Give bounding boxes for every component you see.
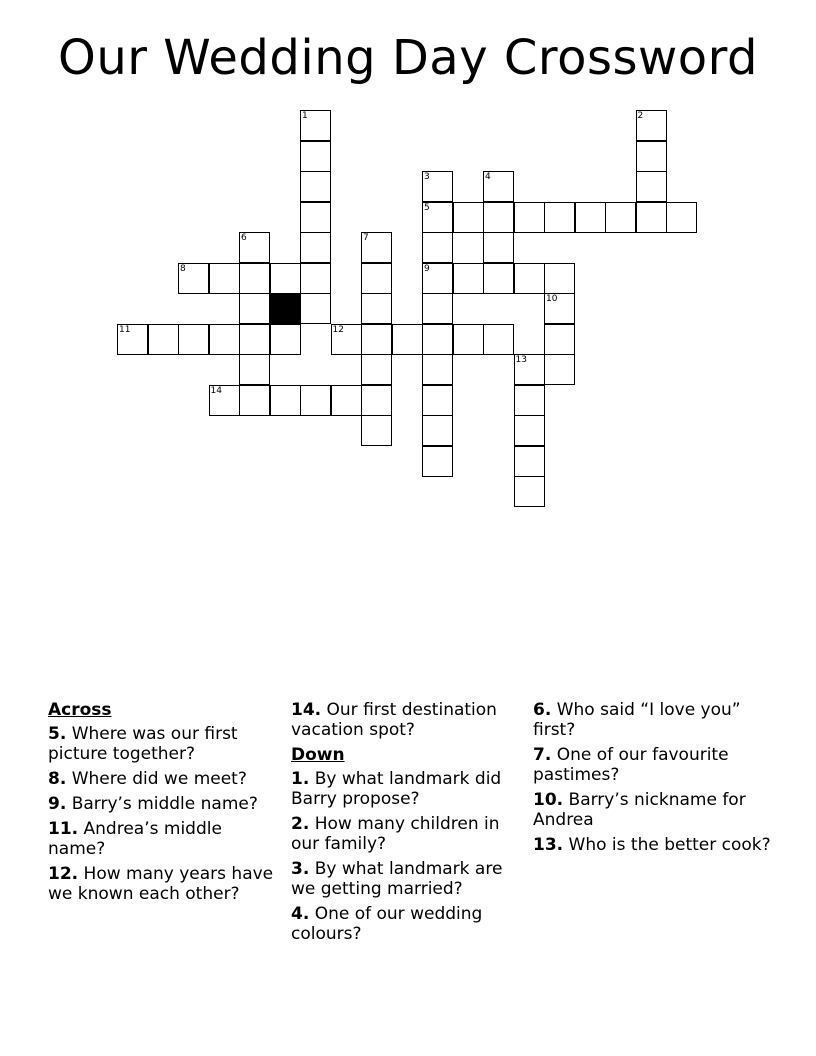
grid-cell[interactable] [544,263,575,294]
grid-cell[interactable] [575,202,606,233]
across-clue [48,864,278,904]
clue-label: 6. [533,700,552,720]
down-clue [533,835,773,855]
grid-cell[interactable] [270,324,301,355]
grid-cell[interactable] [483,263,514,294]
grid-cell[interactable] [453,263,484,294]
clue-text: By what landmark did Barry propose? [291,769,502,809]
grid-cell[interactable] [483,324,514,355]
clue-label: 12. [48,864,79,884]
clue-number: 6 [241,233,247,243]
grid-cell[interactable] [239,232,270,263]
clue-text: Who said “I love you” first? [533,700,741,740]
grid-cell[interactable] [300,171,331,202]
across-clue [48,724,278,764]
grid-cell[interactable] [453,324,484,355]
clue-text: One of our wedding colours? [291,904,483,944]
clue-label: 7. [533,745,552,765]
clue-label: 11. [48,819,79,839]
grid-cell[interactable] [483,202,514,233]
clue-column-1 [48,700,278,909]
grid-cell[interactable] [544,293,575,324]
down-clue [291,769,521,809]
grid-cell[interactable] [453,202,484,233]
grid-cell[interactable] [239,354,270,385]
grid-cell[interactable] [422,324,453,355]
grid-cell[interactable] [605,202,636,233]
grid-cell[interactable] [178,263,209,294]
clue-label: 8. [48,769,67,789]
clue-label: 9. [48,794,67,814]
grid-cell[interactable] [514,385,545,416]
grid-cell[interactable] [270,263,301,294]
grid-cell[interactable] [422,263,453,294]
grid-cell[interactable] [239,263,270,294]
clue-label: 13. [533,835,564,855]
grid-cell[interactable] [422,385,453,416]
clue-number: 13 [515,355,527,365]
clue-number: 9 [424,263,430,274]
across-heading: Across [48,700,112,720]
grid-cell[interactable] [544,202,575,233]
clue-number: 10 [546,294,558,304]
clue-text: One of our favourite pastimes? [533,745,729,785]
clue-text: Andrea’s middle name? [48,819,222,859]
clue-number: 5 [424,202,430,213]
grid-cell[interactable] [361,415,392,446]
clue-label: 2. [291,814,310,834]
grid-cell[interactable] [300,232,331,263]
grid-cell[interactable] [361,232,392,263]
across-clue [48,794,278,814]
grid-cell[interactable] [422,446,453,477]
clue-label: 3. [291,859,310,879]
grid-cell[interactable] [239,324,270,355]
clue-label: 5. [48,724,67,744]
grid-cell[interactable] [514,263,545,294]
grid-cell[interactable] [392,324,423,355]
clue-column-3 [533,700,773,860]
grid-cell[interactable] [422,202,453,233]
clue-column-2 [291,700,521,949]
grid-cell[interactable] [514,476,545,507]
grid-cell[interactable] [636,202,667,233]
clue-number: 2 [637,111,644,121]
clue-text: How many years have we known each other? [48,864,274,904]
clue-text: Barry’s nickname for Andrea [533,790,746,830]
grid-cell[interactable] [636,171,667,202]
clue-text: By what landmark are we getting married? [291,859,503,899]
grid-cell[interactable] [666,202,697,233]
grid-cell[interactable] [422,354,453,385]
grid-cell[interactable] [636,141,667,172]
clue-number: 8 [180,263,186,274]
clue-text: Where was our first picture together? [48,724,238,764]
down-clue [291,904,521,944]
grid-cell[interactable] [209,324,240,355]
clue-number: 7 [363,233,369,243]
grid-cell[interactable] [178,324,209,355]
grid-cell[interactable] [300,110,331,141]
grid-cell[interactable] [422,415,453,446]
grid-cell[interactable] [636,110,667,141]
clue-label: 4. [291,904,310,924]
grid-cell[interactable] [239,385,270,416]
clue-label: 14. [291,700,322,720]
grid-block [270,293,301,324]
grid-cell[interactable] [300,293,331,324]
grid-cell[interactable] [514,354,545,385]
clue-label: 10. [533,790,564,810]
grid-cell[interactable] [514,446,545,477]
grid-cell[interactable] [483,171,514,202]
down-clue [291,859,521,899]
clue-text: How many children in our family? [291,814,500,854]
grid-cell[interactable] [300,263,331,294]
grid-cell[interactable] [422,171,453,202]
down-clue [533,745,773,785]
clue-number: 11 [119,324,131,335]
across-clue [48,769,278,789]
across-clue [291,700,521,740]
down-clue [533,790,773,830]
clue-number: 12 [332,324,344,335]
down-clue [533,700,773,740]
grid-cell[interactable] [117,324,148,355]
grid-cell[interactable] [361,263,392,294]
grid-cell[interactable] [422,293,453,324]
grid-cell[interactable] [514,415,545,446]
grid-cell[interactable] [300,202,331,233]
grid-cell[interactable] [483,232,514,263]
clue-number: 14 [210,385,222,396]
down-heading: Down [291,745,345,765]
clue-text: Who is the better cook? [568,835,771,855]
clue-text: Barry’s middle name? [71,794,258,814]
grid-cell[interactable] [331,385,362,416]
grid-cell[interactable] [239,293,270,324]
grid-cell[interactable] [300,141,331,172]
grid-cell[interactable] [270,385,301,416]
grid-cell[interactable] [209,385,240,416]
grid-cell[interactable] [331,324,362,355]
clue-text: Where did we meet? [71,769,247,789]
clue-number: 4 [485,172,491,182]
grid-cell[interactable] [544,354,575,385]
grid-cell[interactable] [361,354,392,385]
grid-cell[interactable] [361,385,392,416]
grid-cell[interactable] [300,385,331,416]
grid-cell[interactable] [148,324,179,355]
across-clue [48,819,278,859]
grid-cell[interactable] [544,324,575,355]
clue-number: 1 [302,111,308,121]
clue-text: Our first destination vacation spot? [291,700,497,740]
down-clue [291,814,521,854]
clue-label: 1. [291,769,310,789]
grid-cell[interactable] [209,263,240,294]
grid-cell[interactable] [514,202,545,233]
clue-number: 3 [424,172,430,182]
grid-cell[interactable] [361,324,392,355]
grid-cell[interactable] [361,293,392,324]
grid-cell[interactable] [422,232,453,263]
page-title: Our Wedding Day Crossword [58,30,758,86]
